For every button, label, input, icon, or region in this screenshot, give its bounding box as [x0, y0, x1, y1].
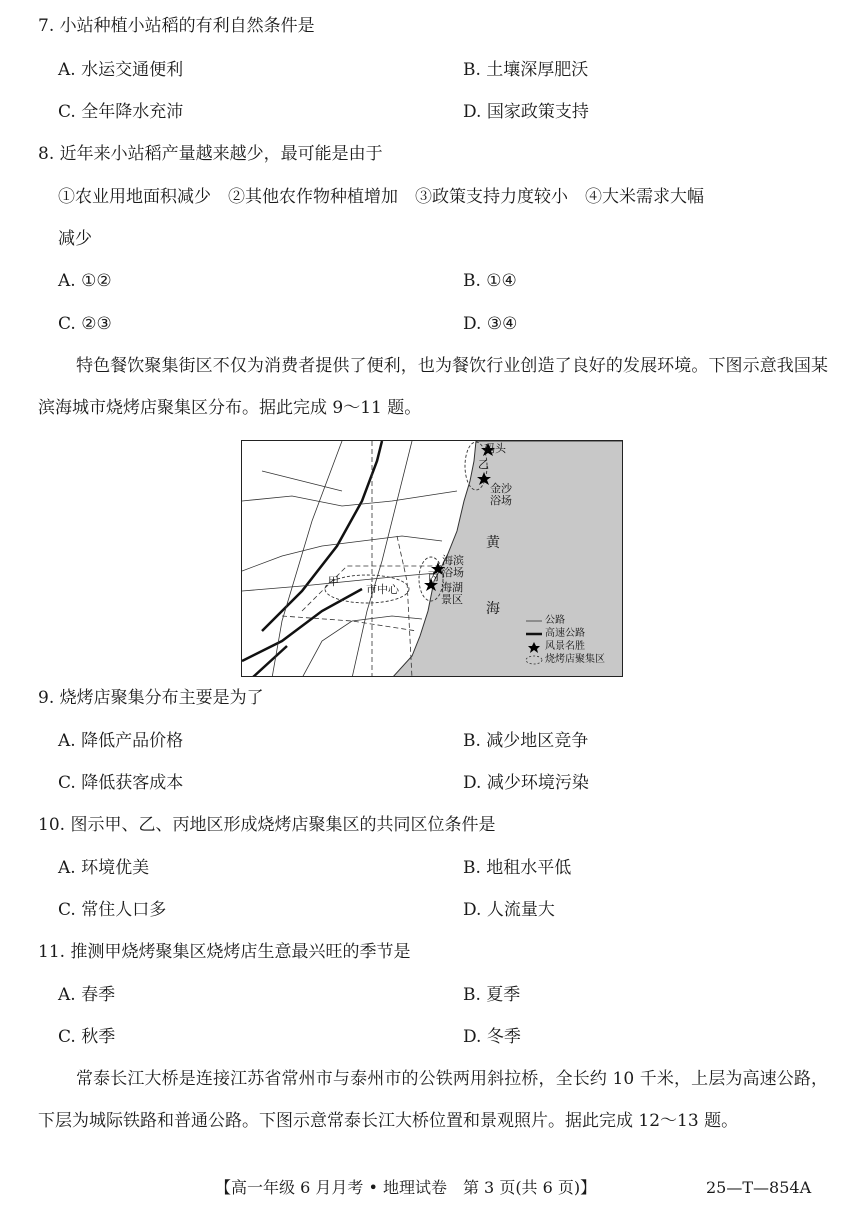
q7-option-c: C. 全年降水充沛 [58, 102, 184, 122]
q11-option-c: C. 秋季 [58, 1027, 116, 1047]
q10-option-c: C. 常住人口多 [58, 900, 167, 920]
q11-option-b: B. 夏季 [463, 985, 521, 1005]
q9-stem: 9. 烧烤店聚集分布主要是为了 [38, 688, 264, 708]
map-label-yi: 乙 [478, 458, 489, 471]
legend-cluster-label: 烧烤店聚集区 [545, 654, 605, 665]
q8-items-line2: 减少 [58, 229, 92, 249]
map-label-sea2: 海 [486, 601, 500, 617]
q7-option-a: A. 水运交通便利 [58, 60, 184, 80]
highway-2 [242, 589, 362, 661]
footer-code: 25—T—854A [706, 1178, 812, 1197]
q8-option-a: A. ①② [58, 271, 112, 291]
q9-option-a: A. 降低产品价格 [58, 731, 184, 751]
map-label-center: 市中心 [366, 583, 399, 596]
q9-option-d: D. 减少环境污染 [463, 773, 589, 793]
q11-option-a: A. 春季 [58, 985, 116, 1005]
map-label-sea1: 黄 [486, 535, 500, 551]
passage-bbq: 特色餐饮聚集街区不仅为消费者提供了便利，也为餐饮行业创造了良好的发展环境。下图示意我国某滨海城市烧烤店聚集区分布。据此完成 9～11 题。 [38, 356, 828, 418]
map-label-beach2: 海滨 [442, 554, 464, 567]
map-label-scenic2: 景区 [441, 593, 463, 606]
q7-option-b: B. 土壤深厚肥沃 [463, 60, 589, 80]
legend-highway-label: 高速公路 [545, 628, 585, 639]
footer-title: 【高一年级 6 月月考 • 地理试卷 第 3 页(共 6 页)】 [215, 1178, 597, 1197]
q9-option-c: C. 降低获客成本 [58, 773, 184, 793]
q7-option-d: D. 国家政策支持 [463, 102, 589, 122]
map-label-beach1: 金沙 [490, 482, 512, 495]
highway-1 [262, 441, 382, 631]
road-2 [242, 570, 439, 591]
q7-stem: 7. 小站种植小站稻的有利自然条件是 [38, 16, 315, 36]
dashed-road-2 [282, 616, 417, 631]
q11-option-d: D. 冬季 [463, 1027, 521, 1047]
map-label-jia: 甲 [328, 575, 339, 588]
q10-option-d: D. 人流量大 [463, 900, 555, 920]
q10-option-b: B. 地租水平低 [463, 858, 572, 878]
q8-option-d: D. ③④ [463, 314, 518, 334]
map-label-wharf: 码头 [484, 442, 506, 455]
map-label-scenic: 海湖 [441, 581, 463, 594]
highway-3 [252, 646, 287, 677]
q9-option-b: B. 减少地区竞争 [463, 731, 589, 751]
dashed-road-3 [397, 536, 412, 677]
q8-option-c: C. ②③ [58, 314, 112, 334]
road-4 [352, 441, 412, 677]
bbq-cluster-map [241, 440, 623, 677]
q8-stem: 8. 近年来小站稻产量越来越少，最可能是由于 [38, 144, 383, 164]
q8-option-b: B. ①④ [463, 271, 517, 291]
legend-scenic-label: 风景名胜 [545, 641, 585, 652]
passage-bridge: 常泰长江大桥是连接江苏省常州市与泰州市的公铁两用斜拉桥，全长约 10 千米，上层为高速公路，下层为城际铁路和普通公路。下图示意常泰长江大桥位置和景观照片。据此完成 12～13 题。 [38, 1069, 828, 1131]
map-label-beach2b: 浴场 [442, 566, 464, 579]
q8-items-line1: ①农业用地面积减少 ②其他农作物种植增加 ③政策支持力度较小 ④大米需求大幅 [58, 187, 704, 207]
q11-stem: 11. 推测甲烧烤聚集区烧烤店生意最兴旺的季节是 [38, 942, 411, 962]
map-label-beach1b: 浴场 [490, 494, 512, 507]
road-5 [242, 491, 457, 506]
q10-option-a: A. 环境优美 [58, 858, 150, 878]
q10-stem: 10. 图示甲、乙、丙地区形成烧烤店聚集区的共同区位条件是 [38, 815, 496, 835]
map-label-bing: 丙 [428, 570, 439, 583]
legend-road-label: 公路 [545, 615, 565, 626]
